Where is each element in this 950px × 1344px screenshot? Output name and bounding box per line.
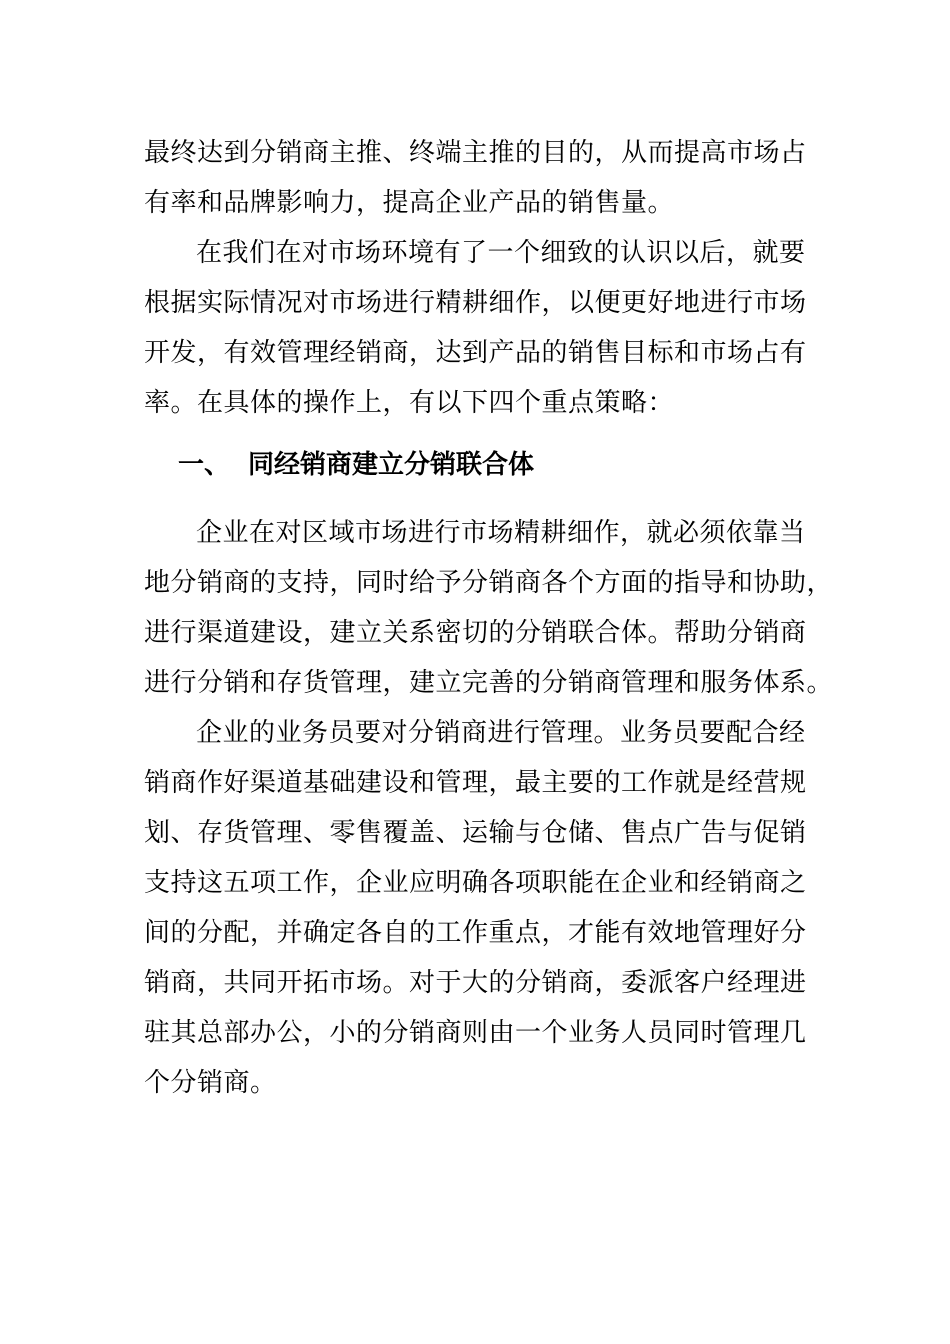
paragraph-line: 最终达到分销商主推、终端主推的目的，从而提高市场占 [144,138,807,168]
paragraph-line: 地分销商的支持，同时给予分销商各个方面的指导和协助， [144,568,834,598]
paragraph-line: 进行分销和存货管理，建立完善的分销商管理和服务体系。 [144,668,834,698]
paragraph-line: 企业在对区域市场进行市场精耕细作，就必须依靠当 [196,518,806,548]
paragraph-line: 间的分配，并确定各自的工作重点，才能有效地管理好分 [144,918,807,948]
paragraph-line: 驻其总部办公，小的分销商则由一个业务人员同时管理几 [144,1018,807,1048]
section-number: 一、 [178,450,231,480]
paragraph-line: 支持这五项工作，企业应明确各项职能在企业和经销商之 [144,868,807,898]
section-heading [144,440,804,490]
paragraph-line: 开发，有效管理经销商，达到产品的销售目标和市场占有 [144,338,807,368]
paragraph-2 [144,228,807,428]
paragraph-line: 企业的业务员要对分销商进行管理。业务员要配合经 [196,718,806,748]
document-body [144,128,834,1108]
paragraph-4 [144,708,807,1108]
paragraph-line: 销商作好渠道基础建设和管理，最主要的工作就是经营规 [144,768,807,798]
paragraph-1 [144,128,807,228]
paragraph-line: 划、存货管理、零售覆盖、运输与仓储、售点广告与促销 [144,818,807,848]
paragraph-line: 有率和品牌影响力，提高企业产品的销售量。 [144,188,675,218]
paragraph-line: 率。在具体的操作上，有以下四个重点策略： [144,388,675,418]
paragraph-line: 个分销商。 [144,1068,277,1098]
paragraph-line: 销商，共同开拓市场。对于大的分销商，委派客户经理进 [144,968,807,998]
section-title: 同经销商建立分销联合体 [248,450,535,480]
paragraph-line: 在我们在对市场环境有了一个细致的认识以后，就要 [196,238,806,268]
paragraph-line: 根据实际情况对市场进行精耕细作，以便更好地进行市场 [144,288,807,318]
paragraph-line: 进行渠道建设，建立关系密切的分销联合体。帮助分销商 [144,618,807,648]
paragraph-3 [144,508,834,708]
